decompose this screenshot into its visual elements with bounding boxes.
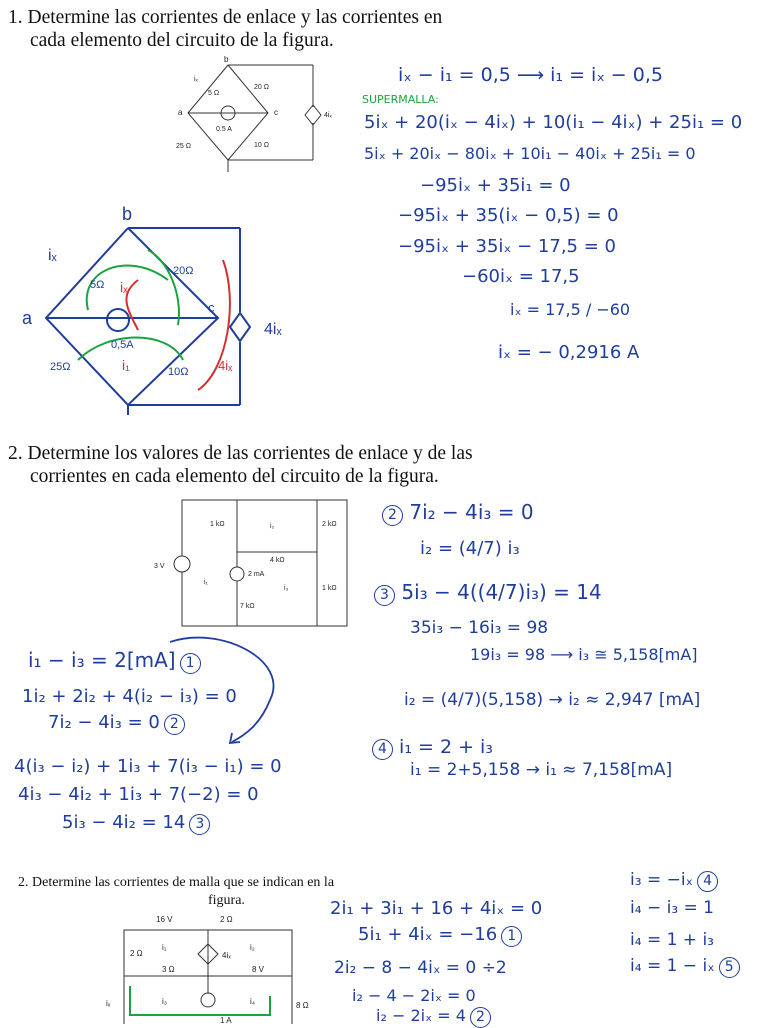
p2-left-eq2b-row bbox=[48, 712, 185, 735]
problem-3-line-1: 2. Determine las corrientes de malla que se indican en la bbox=[18, 875, 335, 890]
fig3-r2a: 2 Ω bbox=[220, 915, 233, 924]
sketch1-ix: iₓ bbox=[48, 247, 57, 264]
p3-right-line-2: i₄ − i₃ = 1 bbox=[630, 898, 714, 918]
p3-mid-label-1: 1 bbox=[501, 926, 522, 947]
p3-mid-line-1: 2i₁ + 3i₁ + 16 + 4iₓ = 0 bbox=[330, 898, 543, 919]
p2-eq4: i₁ = 2 + i₃ bbox=[399, 736, 493, 758]
sketch1-node-b: b bbox=[122, 204, 133, 224]
p3-right-line-4: i₄ = 1 − iₓ bbox=[630, 956, 715, 976]
sketch1-r20: 20Ω bbox=[173, 265, 194, 277]
sketch1-dep-arrow: 4iₓ bbox=[218, 358, 233, 373]
fig3-src: 1 A bbox=[220, 1016, 232, 1024]
fig3-r3: 3 Ω bbox=[162, 965, 175, 974]
p3-mid-line-4: i₂ − 4 − 2iₓ = 0 bbox=[352, 986, 476, 1005]
fig2-i3: i₃ bbox=[284, 585, 289, 592]
p2-eq3d: i₂ = (4/7)(5,158) → i₂ ≈ 2,947 [mA] bbox=[404, 690, 701, 710]
p2-step4-label: 4 bbox=[372, 739, 393, 760]
fig1-r20: 20 Ω bbox=[254, 84, 269, 91]
fig2-r7: 7 kΩ bbox=[240, 603, 255, 610]
p2-eq3: 5i₃ − 4((4/7)i₃) = 14 bbox=[401, 580, 602, 604]
p2-step2 bbox=[378, 500, 534, 526]
problem-1-circuit-figure bbox=[168, 55, 358, 180]
problem-1-statement bbox=[8, 6, 548, 52]
p2-left-eq2b: 7i₂ − 4i₃ = 0 bbox=[48, 712, 160, 733]
p3-right-line-3: i₄ = 1 + i₃ bbox=[630, 930, 714, 950]
fig3-ix: iₓ bbox=[106, 999, 111, 1008]
problem-1-work-line-2: 5iₓ + 20(iₓ − 4iₓ) + 10(i₁ − 4iₓ) + 25i₁ = 0 bbox=[364, 112, 743, 133]
fig1-dep-source: 4iₓ bbox=[324, 112, 332, 119]
p3-right-line-1-row bbox=[630, 870, 718, 892]
p3-right-line-1: i₃ = −iₓ bbox=[630, 870, 694, 890]
p2-left-eq1-text: i₁ − i₃ = 2[mA] bbox=[28, 648, 176, 672]
fig3-i3: i₃ bbox=[162, 997, 168, 1006]
sketch1-r10: 10Ω bbox=[168, 366, 189, 378]
p2-step3-label: 3 bbox=[374, 585, 395, 606]
p2-left-eq2a: 1i₂ + 2i₂ + 4(i₂ − i₃) = 0 bbox=[22, 686, 237, 707]
problem-2-line-1: 2. Determine los valores de las corrientes de enlace y de las bbox=[8, 443, 473, 464]
supermalla-label: SUPERMALLA: bbox=[362, 93, 439, 106]
problem-1-work-line-4: −95iₓ + 35i₁ = 0 bbox=[420, 175, 571, 196]
fig1-r10: 10 Ω bbox=[254, 142, 269, 149]
fig3-i2: i₂ bbox=[250, 943, 255, 952]
sketch1-r25: 25Ω bbox=[50, 361, 71, 373]
problem-2-line-2: corrientes en cada elemento del circuito de la figura. bbox=[30, 466, 439, 487]
fig1-node-a: a bbox=[178, 108, 183, 117]
problem-1-work-line-6: −95iₓ + 35iₓ − 17,5 = 0 bbox=[398, 236, 616, 257]
p2-eq2: 7i₂ − 4i₃ = 0 bbox=[409, 500, 534, 524]
problem-1-result: iₓ = − 0,2916 A bbox=[498, 342, 640, 363]
sketch1-ix-loop: iₓ bbox=[120, 279, 128, 295]
fig2-i2: i₂ bbox=[270, 523, 275, 530]
sketch1-r5: 5Ω bbox=[90, 279, 105, 291]
sketch1-dep-source: 4iₓ bbox=[264, 321, 282, 338]
p3-right-line-4-row bbox=[630, 956, 740, 978]
p2-step3 bbox=[370, 580, 602, 606]
problem-3-circuit-figure bbox=[100, 910, 320, 1024]
problem-2-statement bbox=[8, 442, 548, 488]
p2-sol2: i₂ = (4/7) i₃ bbox=[420, 538, 520, 559]
p3-mid-line-5: i₂ − 2iₓ = 4 bbox=[376, 1006, 466, 1025]
p2-left-eq3-label: 3 bbox=[189, 814, 210, 835]
fig3-r8: 8 Ω bbox=[296, 1001, 309, 1010]
sketch1-i1-loop: i₁ bbox=[122, 357, 130, 373]
fig2-v: 3 V bbox=[154, 563, 165, 570]
problem-1-work-line-5: −95iₓ + 35(iₓ − 0,5) = 0 bbox=[398, 205, 619, 226]
p2-left-eq2-label: 2 bbox=[164, 714, 185, 735]
fig2-r1b: 1 kΩ bbox=[322, 585, 337, 592]
fig3-dep: 4iₓ bbox=[222, 951, 231, 960]
fig1-source: 0.5 A bbox=[216, 126, 232, 133]
fig2-i: 2 mA bbox=[248, 571, 265, 578]
fig3-i1: i₁ bbox=[162, 943, 167, 952]
fig3-v8: 8 V bbox=[252, 965, 265, 974]
p2-step2-label: 2 bbox=[382, 505, 403, 526]
fig1-node-b: b bbox=[224, 55, 229, 64]
problem-1-work-line-8: iₓ = 17,5 / −60 bbox=[510, 300, 631, 319]
p3-right-label-4: 4 bbox=[697, 871, 718, 892]
problem-3-line-2: figura. bbox=[208, 893, 245, 908]
fig2-r4: 4 kΩ bbox=[270, 557, 285, 564]
p2-left-eq3a: 4(i₃ − i₂) + 1i₃ + 7(i₃ − i₁) = 0 bbox=[14, 756, 282, 777]
p2-eq3b: 35i₃ − 16i₃ = 98 bbox=[410, 618, 549, 638]
fig3-i4: i₄ bbox=[250, 997, 256, 1006]
fig3-r2b: 2 Ω bbox=[130, 949, 143, 958]
p3-mid-line-2: 5i₁ + 4iₓ = −16 bbox=[358, 924, 498, 945]
sketch1-node-a: a bbox=[22, 308, 33, 328]
fig1-r25: 25 Ω bbox=[176, 143, 191, 150]
fig2-r1: 1 kΩ bbox=[210, 521, 225, 528]
p2-eq3c: 19i₃ = 98 ⟶ i₃ ≅ 5,158[mA] bbox=[470, 645, 698, 664]
problem-1-work-line-7: −60iₓ = 17,5 bbox=[462, 266, 580, 287]
problem-1-line-1: 1. Determine las corrientes de enlace y las corrientes en bbox=[8, 7, 443, 28]
problem-2-circuit-figure bbox=[152, 496, 362, 631]
p2-left-eq3c: 5i₃ − 4i₂ = 14 bbox=[62, 812, 186, 833]
p2-step4 bbox=[368, 736, 493, 760]
fig3-v16: 16 V bbox=[156, 915, 173, 924]
fig2-i1: i₁ bbox=[204, 579, 208, 586]
fig1-node-c: c bbox=[274, 108, 278, 117]
sketch1-source: 0,5A bbox=[111, 339, 134, 351]
p2-eq4b: i₁ = 2+5,158 → i₁ ≈ 7,158[mA] bbox=[410, 760, 673, 780]
problem-1-line-2: cada elemento del circuito de la figura. bbox=[30, 30, 334, 51]
p3-mid-line-3: 2i₂ − 8 − 4iₓ = 0 ÷2 bbox=[334, 958, 507, 978]
p3-mid-line-5-row bbox=[376, 1006, 491, 1028]
fig1-ix: iₓ bbox=[194, 76, 198, 83]
p2-left-eq3b: 4i₃ − 4i₂ + 1i₃ + 7(−2) = 0 bbox=[18, 784, 259, 805]
problem-1-hand-sketch bbox=[18, 200, 308, 425]
fig1-r5: 5 Ω bbox=[208, 90, 220, 97]
p2-left-eq1-label: 1 bbox=[180, 653, 201, 674]
p2-left-eq3c-row bbox=[62, 812, 210, 835]
sketch1-node-c: c bbox=[208, 300, 215, 315]
fig2-r2: 2 kΩ bbox=[322, 521, 337, 528]
problem-1-work-line-3: 5iₓ + 20iₓ − 80iₓ + 10i₁ − 40iₓ + 25i₁ = 0 bbox=[364, 144, 696, 163]
p3-mid-label-2: 2 bbox=[470, 1007, 491, 1028]
p3-right-label-5: 5 bbox=[719, 957, 740, 978]
problem-1-work-line-1: iₓ − i₁ = 0,5 ⟶ i₁ = iₓ − 0,5 bbox=[398, 64, 663, 86]
p3-mid-line-2-row bbox=[358, 924, 522, 947]
